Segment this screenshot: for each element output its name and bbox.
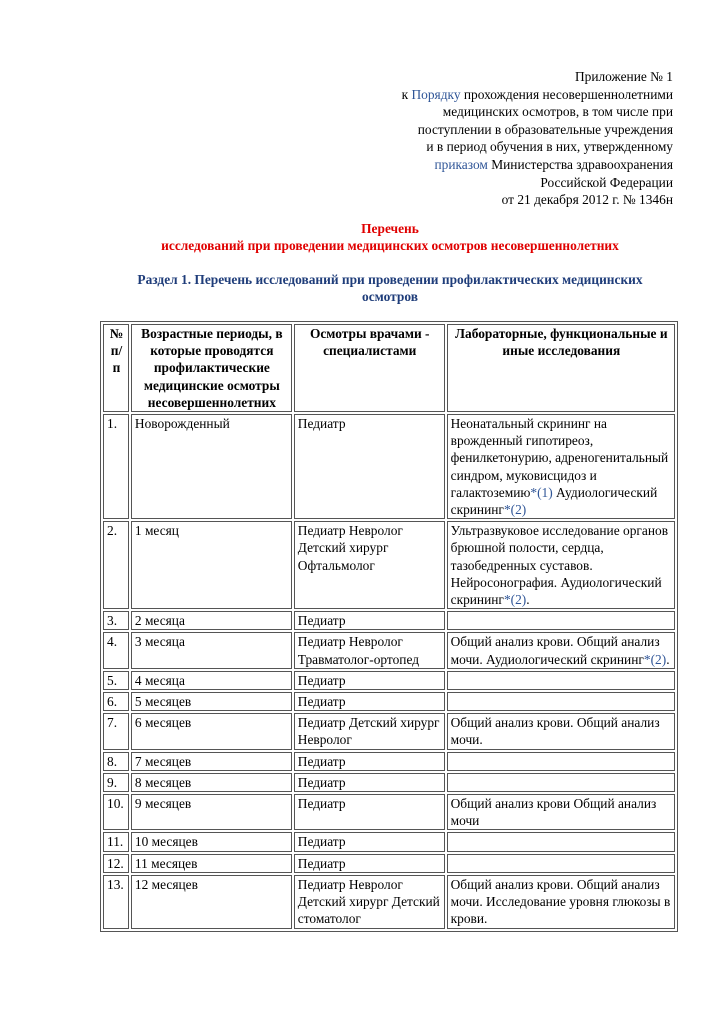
header-line-2: к Порядку прохождения несовершеннолетними <box>401 86 673 102</box>
row-age: 12 месяцев <box>131 875 292 929</box>
examinations-table <box>100 321 678 932</box>
footnote-link[interactable]: *(2) <box>503 502 527 518</box>
row-labs <box>447 713 675 749</box>
row-labs <box>447 414 675 519</box>
row-doctors: Педиатр Невролог Детский хирург Детский стоматолог <box>294 875 445 929</box>
row-labs <box>447 752 675 771</box>
header-line-7: Российской Федерации <box>540 174 673 190</box>
row-age: 7 месяцев <box>131 752 292 771</box>
row-labs <box>447 794 675 830</box>
row-age: 9 месяцев <box>131 794 292 830</box>
row-number: 8. <box>103 752 129 771</box>
row-number: 11. <box>103 832 129 851</box>
row-doctors: Педиатр <box>294 832 445 851</box>
header-date-line: от 21 декабря 2012 г. № 1346н <box>501 192 673 208</box>
row-doctors: Педиатр <box>294 854 445 873</box>
row-labs <box>447 611 675 630</box>
row-doctors: Педиатр Детский хирург Невролог <box>294 713 445 749</box>
row-labs <box>447 632 675 668</box>
row-age: 8 месяцев <box>131 773 292 792</box>
row-number: 6. <box>103 692 129 711</box>
row-number: 2. <box>103 521 129 609</box>
row-labs <box>447 875 675 929</box>
labs-text: Общий анализ крови Общий анализ мочи <box>450 796 657 829</box>
row-age: 1 месяц <box>131 521 292 609</box>
labs-text: . <box>666 651 670 667</box>
row-doctors: Педиатр <box>294 414 445 519</box>
header-line-5: и в период обучения в них, утвержденному <box>426 139 673 155</box>
footnote-link[interactable]: *(2) <box>643 651 667 667</box>
row-number: 1. <box>103 414 129 519</box>
row-number: 9. <box>103 773 129 792</box>
labs-text: Общий анализ крови. Общий анализ мочи. Исследование уровня глюкозы в крови. <box>450 876 671 927</box>
row-age: 4 месяца <box>131 671 292 690</box>
table-row <box>103 773 675 792</box>
header-age: Возрастные периоды, в которые проводятся профилактические медицинские осмотры несовершеннолетних <box>131 324 292 412</box>
table-row <box>103 875 675 929</box>
header-line-4: поступлении в образовательные учреждения <box>417 121 673 137</box>
row-number: 13. <box>103 875 129 929</box>
row-age: 6 месяцев <box>131 713 292 749</box>
row-age: Новорожденный <box>131 414 292 519</box>
labs-text: Общий анализ крови. Общий анализ мочи. <box>450 715 660 748</box>
table-body <box>103 414 675 928</box>
order-link[interactable]: Порядку <box>411 86 461 102</box>
section-heading: Раздел 1. Перечень исследований при проведении профилактических медицинских осмотров <box>137 272 643 304</box>
labs-text: . <box>526 592 530 608</box>
document-title: Перечень исследований при проведении медицинских осмотров несовершеннолетних <box>161 221 619 253</box>
table-row <box>103 832 675 851</box>
header-labs: Лабораторные, функциональные и иные исследования <box>447 324 675 412</box>
appendix-header <box>402 68 673 209</box>
footnote-link[interactable]: *(1) <box>530 484 553 500</box>
table-row <box>103 692 675 711</box>
row-labs <box>447 773 675 792</box>
header-num: № п/п <box>103 324 129 412</box>
row-age: 5 месяцев <box>131 692 292 711</box>
labs-text: Аудиологический скрининг <box>450 484 658 518</box>
table-row <box>103 713 675 749</box>
row-labs <box>447 521 675 609</box>
header-line-6: приказом Министерства здравоохранения <box>434 156 673 172</box>
row-number: 7. <box>103 713 129 749</box>
row-doctors: Педиатр <box>294 773 445 792</box>
table-row <box>103 794 675 830</box>
row-number: 12. <box>103 854 129 873</box>
decree-link[interactable]: приказом <box>434 156 488 172</box>
table-row <box>103 752 675 771</box>
labs-text: Ультразвуковое исследование органов брюшной полости, сердца, тазобедренных суставов. Нейросонография. Аудиологический скрининг <box>450 523 669 608</box>
row-doctors: Педиатр <box>294 671 445 690</box>
row-age: 11 месяцев <box>131 854 292 873</box>
table-row <box>103 632 675 668</box>
labs-text: Неонатальный скрининг на врожденный гипотиреоз, фенилкетонурию, адреногенитальный синдром, муковисцидоз и галактоземию <box>450 416 669 500</box>
row-number: 3. <box>103 611 129 630</box>
row-labs <box>447 692 675 711</box>
row-doctors: Педиатр <box>294 794 445 830</box>
row-labs <box>447 854 675 873</box>
row-number: 10. <box>103 794 129 830</box>
row-labs <box>447 671 675 690</box>
row-age: 2 месяца <box>131 611 292 630</box>
row-doctors: Педиатр Невролог Травматолог-ортопед <box>294 632 445 668</box>
appendix-number: Приложение № 1 <box>574 69 673 84</box>
table-row <box>103 521 675 609</box>
table-header-row <box>103 324 675 412</box>
table-row <box>103 854 675 873</box>
row-labs <box>447 832 675 851</box>
row-number: 5. <box>103 671 129 690</box>
header-line-3: медицинских осмотров, в том числе при <box>442 104 673 120</box>
row-doctors: Педиатр Невролог Детский хирург Офтальмолог <box>294 521 445 609</box>
row-doctors: Педиатр <box>294 692 445 711</box>
row-doctors: Педиатр <box>294 611 445 630</box>
row-number: 4. <box>103 632 129 668</box>
table-row <box>103 414 675 519</box>
row-doctors: Педиатр <box>294 752 445 771</box>
table-row <box>103 671 675 690</box>
footnote-link[interactable]: *(2) <box>503 592 527 608</box>
header-doctors: Осмотры врачами - специалистами <box>294 324 445 412</box>
row-age: 3 месяца <box>131 632 292 668</box>
row-age: 10 месяцев <box>131 832 292 851</box>
labs-text: Общий анализ крови. Общий анализ мочи. Аудиологический скрининг <box>450 634 660 667</box>
table-row <box>103 611 675 630</box>
